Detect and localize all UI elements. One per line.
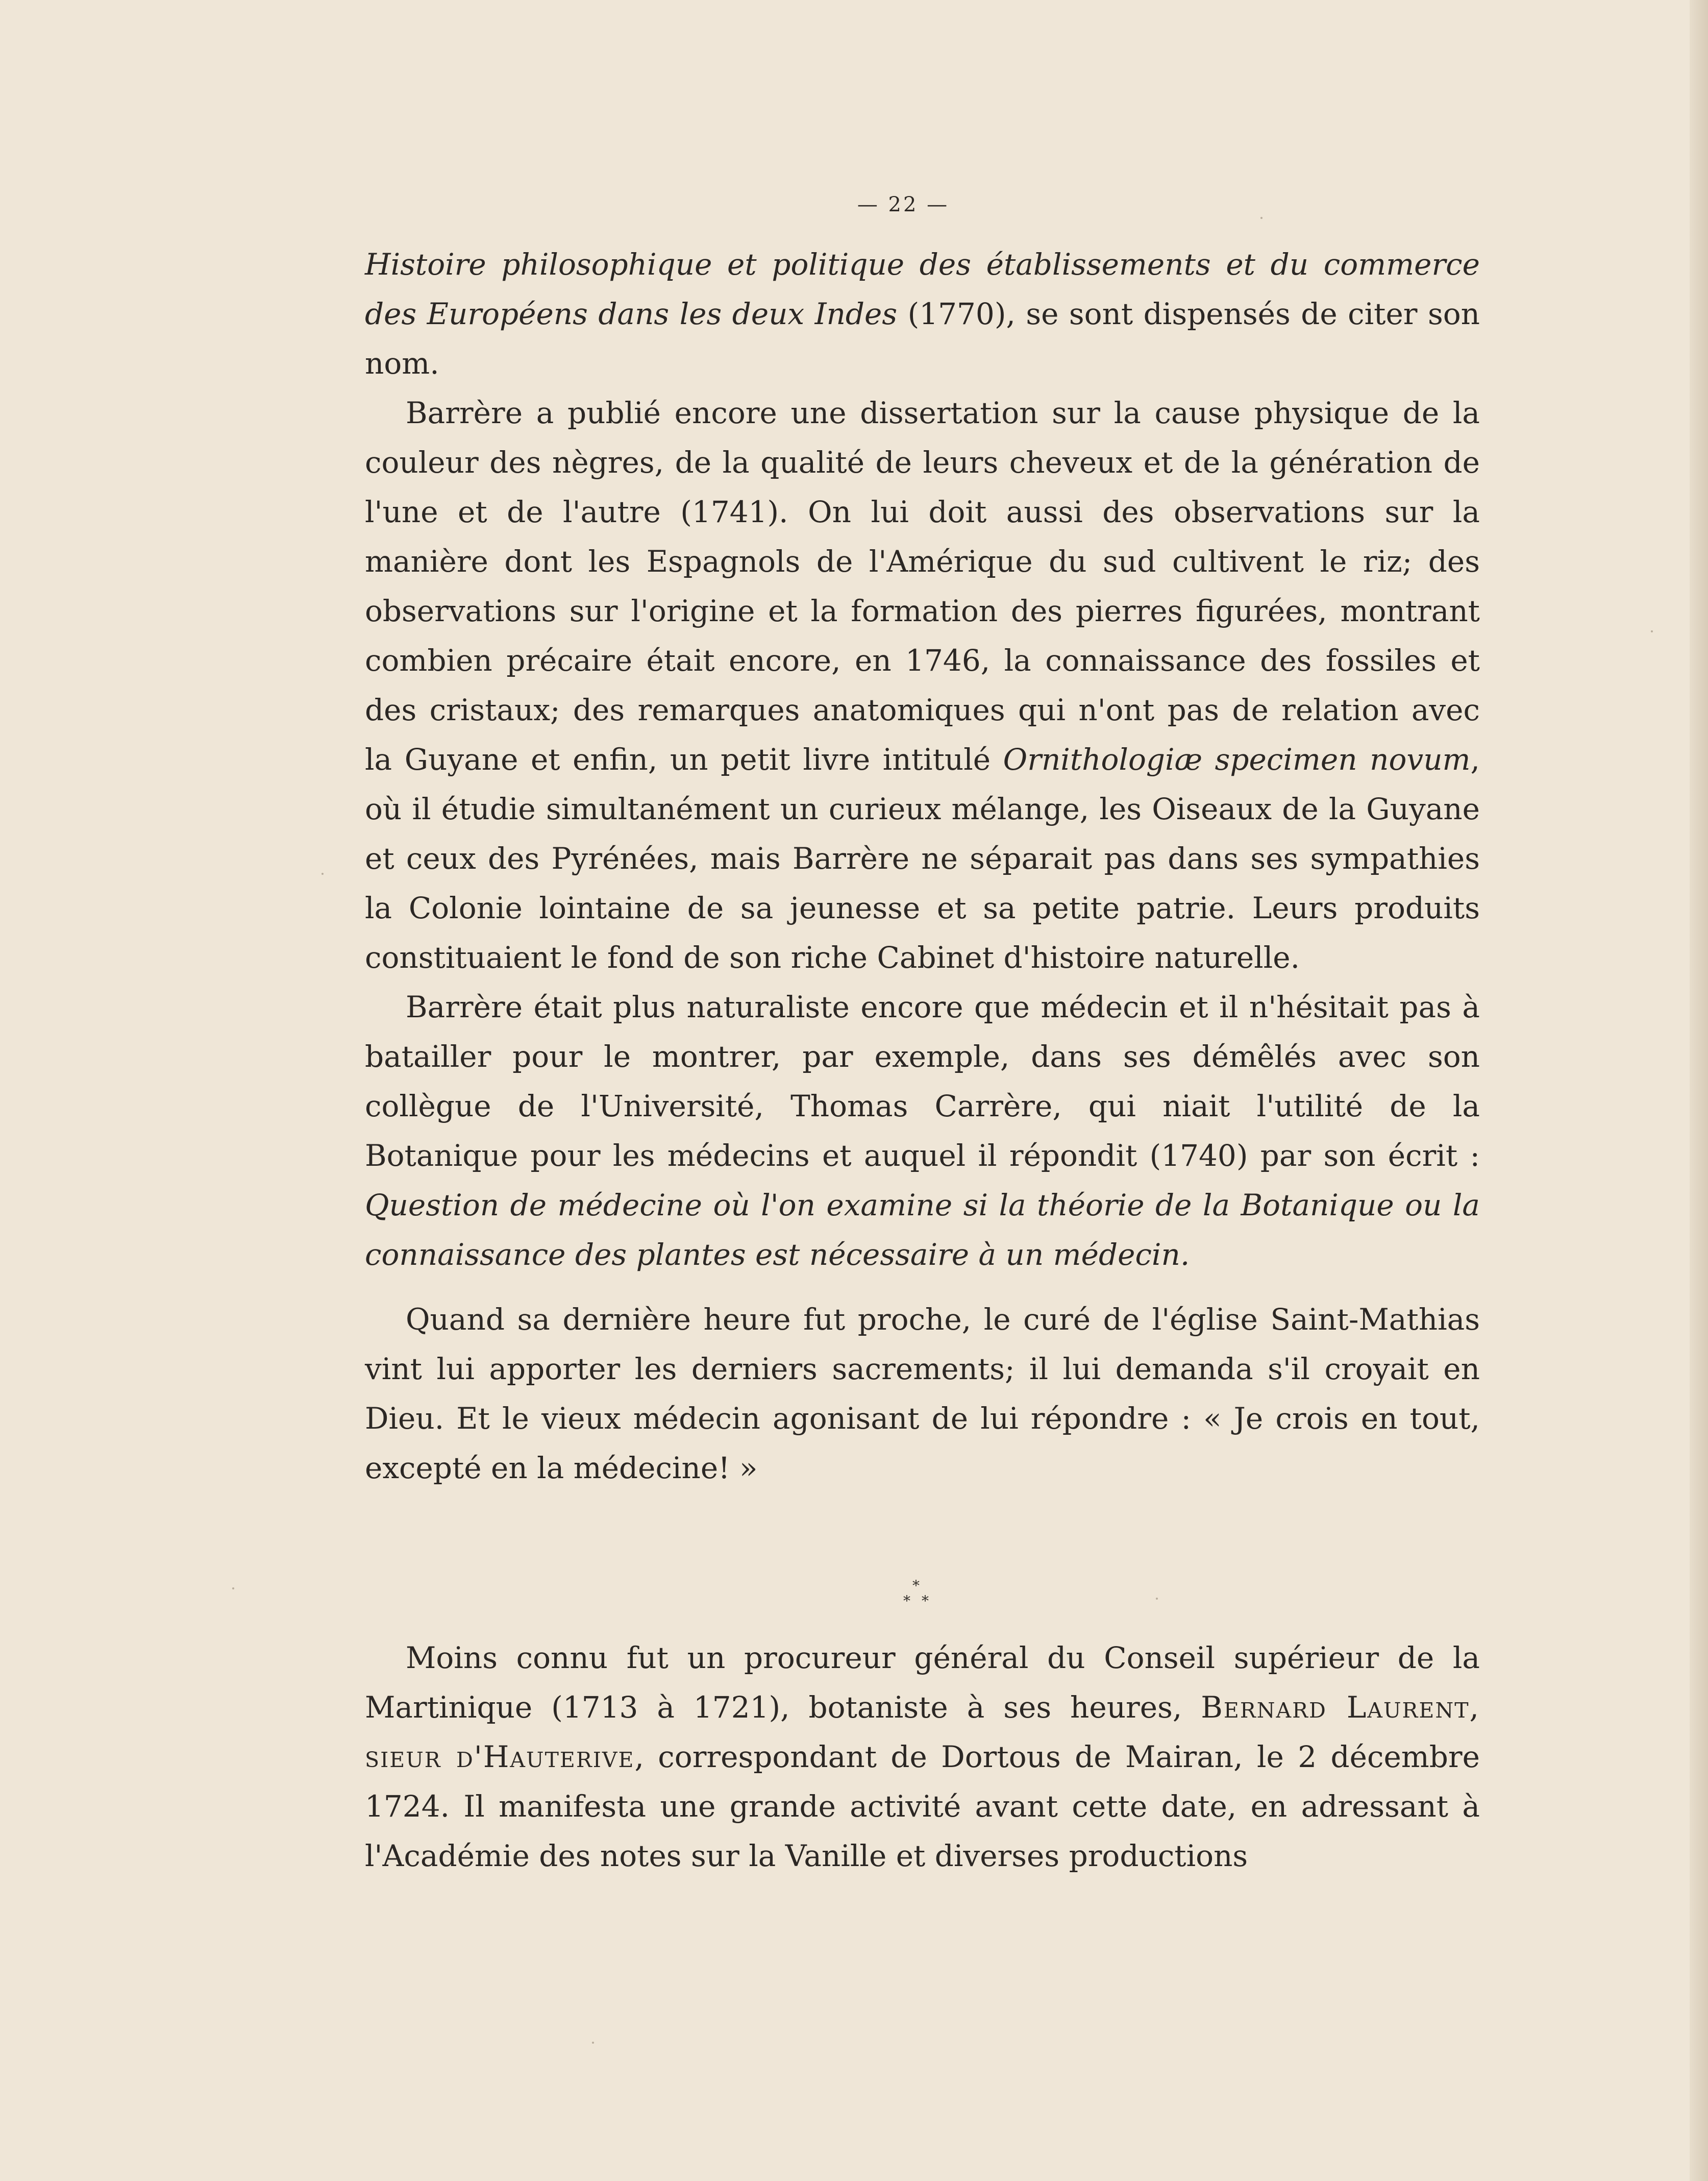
paragraph-1 — [365, 240, 1480, 388]
paper-speck — [232, 1587, 234, 1589]
asterism-divider — [898, 1577, 939, 1618]
paragraph-5 — [365, 1633, 1480, 1881]
page-number: — 22 — — [857, 193, 950, 216]
body-text-upper — [365, 240, 1480, 1493]
paragraph-4-text: Quand sa dernière heure fut proche, le curé de l'église Saint-Mathias vint lui apporter les derniers sacrements; il lui demanda s'il croyait en Dieu. Et le vieux médecin agonisant de lui répondre : « Je crois en tout, excepté en la médecine! » — [365, 1302, 1480, 1485]
body-text-lower — [365, 1633, 1480, 1881]
paragraph-3-text: Barrère était plus naturaliste encore que médecin et il n'hésitait pas à batailler pour le montrer, par exemple, dans ses démêlés avec son collègue de l'Université, Thomas Carrère, qui niait l'utilité de la Botanique pour les médecins et auquel il répondit (1740) par son écrit : — [365, 990, 1480, 1173]
paragraph-2-text-b: , où il étudie simultanément un curieux mélange, les Oiseaux de la Guyane et ceux des Pyrénées, mais Barrère ne séparait pas dans ses sympathies la Colonie lointaine de sa jeunesse et sa petite patrie. Leurs produits constituaient le fond de son riche Cabinet d'histoire naturelle. — [365, 742, 1480, 975]
paragraph-3 — [365, 983, 1480, 1280]
book-title-ornithologiae: Ornithologiæ specimen novum — [1003, 742, 1471, 777]
paragraph-1-text: (1770), se sont dispensés de citer son nom. — [365, 297, 1480, 381]
asterism-star-left: * — [903, 1592, 910, 1609]
paragraph-5-text-a: Moins connu fut un procureur général du Conseil supérieur de la Martinique (1713 à 1721), botaniste à ses heures, — [365, 1640, 1480, 1725]
book-title-question: Question de médecine où l'on examine si la théorie de la Botanique ou la connaissance des plantes est nécessaire à un médecin. — [365, 1188, 1480, 1272]
paper-speck — [321, 873, 324, 875]
paper-speck — [1651, 630, 1653, 632]
paragraph-2-text-a: Barrère a publié encore une dissertation sur la cause physique de la couleur des nègres, de la qualité de leurs cheveux et de la génération de l'une et de l'autre (1741). On lui doit aussi des observations sur la manière dont les Espagnols de l'Amérique du sud cultivent le riz; des observations sur l'origine et la formation des pierres figurées, montrant combien précaire était encore, en 1746, la connaissance des fossiles et des cristaux; des remarques anatomiques qui n'ont pas de relation avec la Guyane et enfin, un petit livre intitulé — [365, 396, 1480, 777]
person-name-bernard-laurent: Bernard Laurent, sieur d'Hauterive — [365, 1690, 1480, 1774]
paragraph-2 — [365, 388, 1480, 983]
asterism-star-right: * — [922, 1592, 929, 1609]
paper-speck — [1156, 1598, 1158, 1600]
asterism-star-top: * — [912, 1577, 920, 1594]
book-title-histoire: Histoire philosophique et politique des établissements et du commerce des Européens dans les deux Indes — [365, 247, 1480, 331]
page-edge-shadow — [1690, 0, 1708, 2181]
paper-speck — [1260, 217, 1263, 219]
paragraph-5-text-b: , correspondant de Dortous de Mairan, le 2 décembre 1724. Il manifesta une grande activité avant cette date, en adressant à l'Académie des notes sur la Vanille et diverses productions — [365, 1739, 1480, 1873]
paragraph-4 — [365, 1295, 1480, 1493]
paper-speck — [592, 2042, 594, 2044]
